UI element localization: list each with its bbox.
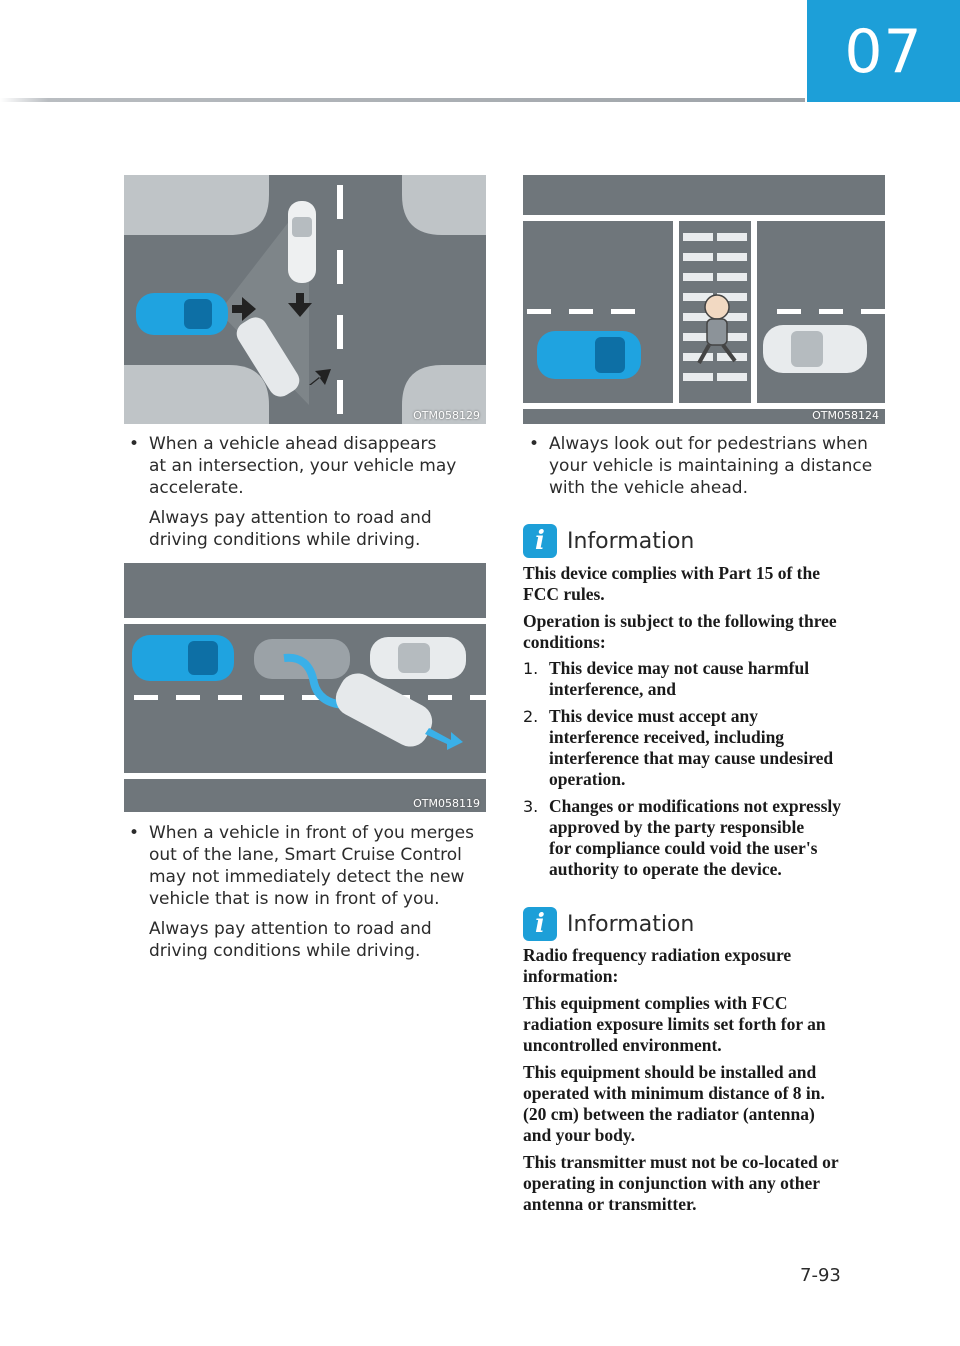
text-line: operating in conjunction with any other [523,1173,821,1193]
text-line: This device may not cause harmful [549,658,810,678]
text-line: may not immediately detect the new [149,867,465,887]
text-line: When a vehicle in front of you merges [149,823,474,843]
text-line: Always look out for pedestrians when [549,434,868,454]
text-line: interference that may cause undesired [549,748,834,768]
numbered-item [523,658,894,700]
info-heading [523,524,694,558]
figure-intersection [124,175,486,424]
info-paragraph [523,1152,893,1215]
text-line: at an intersection, your vehicle may [149,456,457,476]
text-line: information: [523,966,619,986]
text-line: conditions: [523,632,606,652]
bullet-dot: • [129,823,140,843]
text-line: FCC rules. [523,584,605,604]
bullet-item [129,822,489,962]
figure-code: OTM058129 [413,409,480,422]
text-line: When a vehicle ahead disappears [149,434,437,454]
info-paragraph [523,611,893,653]
text-line: antenna or transmitter. [523,1194,697,1214]
header-rule [0,98,805,102]
text-line: radiation exposure limits set forth for an [523,1014,826,1034]
text-line: with the vehicle ahead. [549,478,748,498]
text-line: your vehicle is maintaining a distance [549,456,873,476]
text-line: approved by the party responsible [549,817,805,837]
text-line: This equipment complies with FCC [523,993,788,1013]
text-line: out of the lane, Smart Cruise Control [149,845,462,865]
item-number: 1. [523,659,539,678]
chapter-number: 07 [844,17,923,87]
text-line: Always pay attention to road and [149,919,432,939]
bullet-dot: • [129,434,140,454]
figure-code: OTM058124 [812,409,879,422]
text-line: Radio frequency radiation exposure [523,945,792,965]
text-line: authority to operate the device. [549,859,782,879]
text-line: (20 cm) between the radiator (antenna) [523,1104,815,1124]
bullet-item [129,433,479,551]
text-line: This device complies with Part 15 of the [523,563,820,583]
figure-code: OTM058119 [413,797,480,810]
text-line: for compliance could void the user's [549,838,818,858]
item-number: 2. [523,707,539,726]
text-line: Changes or modifications not expressly [549,796,842,816]
item-number: 3. [523,797,539,816]
info-paragraph [523,1062,893,1146]
text-line: Operation is subject to the following three [523,611,837,631]
text-line: and your body. [523,1125,636,1145]
text-line: This transmitter must not be co-located or [523,1152,839,1172]
text-line: This device must accept any [549,706,759,726]
text-line: accelerate. [149,478,244,498]
numbered-item [523,706,894,790]
figure-pedestrian [523,175,885,424]
info-paragraph [523,993,893,1056]
page-number: 7-93 [800,1265,841,1286]
text-line: interference, and [549,679,677,699]
info-paragraph [523,945,893,987]
figure-lane-merge [124,563,486,812]
bullet-dot: • [529,434,540,454]
chapter-tab [807,0,960,102]
info-heading [523,907,694,941]
text-line: Always pay attention to road and [149,508,432,528]
bullet-item [529,433,889,499]
numbered-item [523,796,894,880]
text-line: driving conditions while driving. [149,941,421,961]
text-line: operation. [549,769,626,789]
info-title: Information [567,528,695,554]
text-line: vehicle that is now in front of you. [149,889,440,909]
info-paragraph [523,563,893,605]
text-line: This equipment should be installed and [523,1062,817,1082]
text-line: driving conditions while driving. [149,530,421,550]
info-icon: i [523,907,557,941]
text-line: uncontrolled environment. [523,1035,722,1055]
info-icon: i [523,524,557,558]
text-line: operated with minimum distance of 8 in. [523,1083,825,1103]
info-title: Information [567,911,695,937]
text-line: interference received, including [549,727,785,747]
